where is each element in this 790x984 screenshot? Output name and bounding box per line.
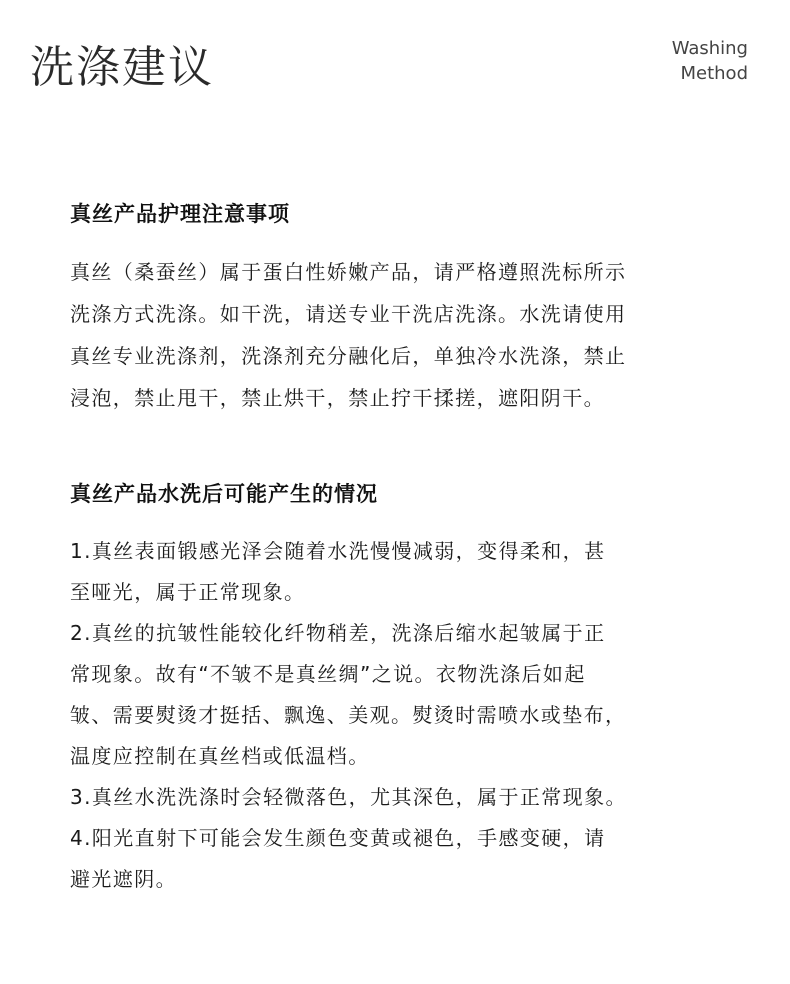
page-title: 洗涤建议 bbox=[30, 42, 214, 93]
after-wash-section bbox=[70, 477, 730, 920]
paragraph-line: 真丝（桑蚕丝）属于蛋白性娇嫩产品，请严格遵照洗标所示 bbox=[70, 260, 627, 284]
list-item-line: 3.真丝水洗洗涤时会轻微落色，尤其深色，属于正常现象。 bbox=[70, 785, 627, 809]
after-wash-list bbox=[70, 531, 730, 900]
list-item-line: 4.阳光直射下可能会发生颜色变黄或褪色，手感变硬，请 bbox=[70, 826, 606, 850]
care-instructions-section bbox=[70, 197, 730, 419]
list-item-line: 皱、需要熨烫才挺括、飘逸、美观。熨烫时需喷水或垫布， bbox=[70, 703, 627, 727]
list-item bbox=[70, 777, 730, 818]
subtitle-line: Washing bbox=[671, 38, 748, 59]
list-item bbox=[70, 613, 730, 777]
paragraph-line: 洗涤方式洗涤。如干洗，请送专业干洗店洗涤。水洗请使用 bbox=[70, 302, 627, 326]
subtitle-line: Method bbox=[680, 63, 748, 84]
list-item-line: 2.真丝的抗皱性能较化纤物稍差，洗涤后缩水起皱属于正 bbox=[70, 621, 606, 645]
list-item-line: 避光遮阴。 bbox=[70, 867, 177, 891]
paragraph-line: 浸泡，禁止甩干，禁止烘干，禁止拧干揉搓，遮阳阴干。 bbox=[70, 386, 605, 410]
list-item-line: 1.真丝表面锻感光泽会随着水洗慢慢减弱，变得柔和，甚 bbox=[70, 539, 606, 563]
list-item-line: 至哑光，属于正常现象。 bbox=[70, 580, 306, 604]
list-item bbox=[70, 818, 730, 900]
list-item-line: 常现象。故有“不皱不是真丝绸”之说。衣物洗涤后如起 bbox=[70, 662, 586, 686]
care-instructions-heading: 真丝产品护理注意事项 bbox=[70, 202, 290, 226]
list-item-line: 温度应控制在真丝档或低温档。 bbox=[70, 744, 370, 768]
page-subtitle bbox=[672, 36, 748, 86]
list-item bbox=[70, 531, 730, 613]
care-instructions-paragraph bbox=[70, 251, 730, 419]
paragraph-line: 真丝专业洗涤剂，洗涤剂充分融化后，单独冷水洗涤，禁止 bbox=[70, 344, 627, 368]
after-wash-heading: 真丝产品水洗后可能产生的情况 bbox=[70, 482, 378, 506]
